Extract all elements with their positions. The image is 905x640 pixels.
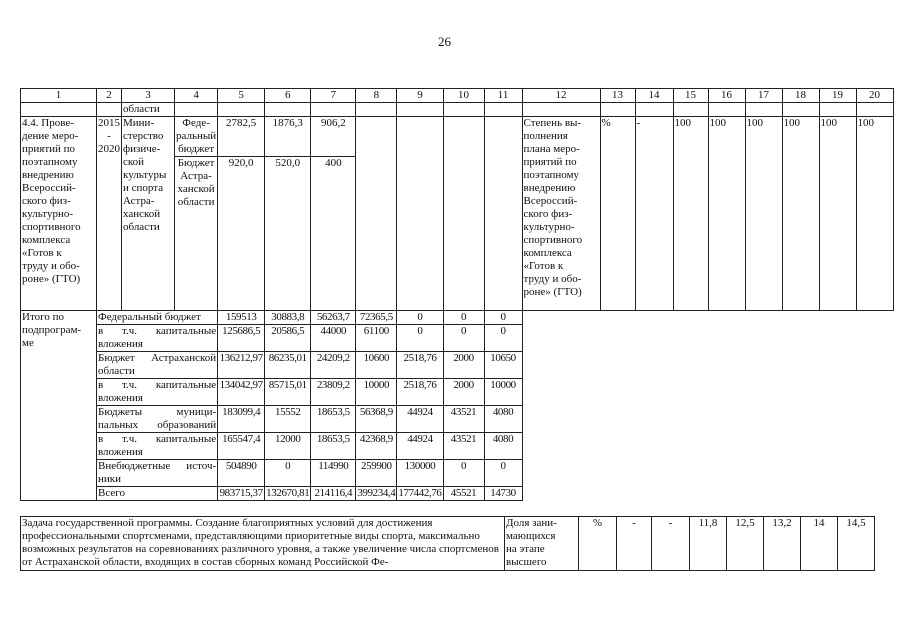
totals-cell: 0: [484, 460, 522, 487]
col-13: 13: [600, 89, 635, 103]
task-text: Задача государственной программы. Создание благоприятных условий для достижения профессиональными спортсменами, представляющими приоритетные виды спорта, максимально возможных результатов на соревнованиях различного уровня, а также увеличение числа спортсменов от Астраханской области, входящих в состав сборных команд Российской Фе-: [21, 517, 505, 571]
totals-cell: 4080: [484, 433, 522, 460]
task-value-18: 13,2: [764, 517, 801, 571]
totals-cell: 136212,97: [218, 352, 265, 379]
col-9: 9: [397, 89, 443, 103]
target-16: 100: [708, 117, 745, 311]
federal-value-5: 2782,5: [218, 117, 265, 157]
totals-cell: 0: [443, 325, 484, 352]
totals-cell: 10600: [356, 352, 397, 379]
totals-cell: 4080: [484, 406, 522, 433]
task-value-15: -: [652, 517, 690, 571]
col-5: 5: [218, 89, 265, 103]
totals-cell: 18653,5: [311, 406, 356, 433]
carryover-row: [21, 103, 894, 117]
totals-cell: 0: [397, 311, 443, 325]
totals-cell: 2000: [443, 379, 484, 406]
col-14: 14: [635, 89, 673, 103]
col-12: 12: [522, 89, 600, 103]
totals-row-label: Бюджет Астраханской области: [98, 352, 217, 377]
totals-cell: 10000: [356, 379, 397, 406]
column-number-row: [21, 89, 894, 103]
totals-row-label: в т.ч. капитальные вложения: [98, 433, 217, 458]
col-7: 7: [311, 89, 356, 103]
target-20: 100: [856, 117, 893, 311]
totals-cell: 45521: [443, 487, 484, 501]
totals-cell: 86235,01: [265, 352, 311, 379]
totals-cell: 504890: [218, 460, 265, 487]
target-15: 100: [673, 117, 708, 311]
totals-cell: 134042,97: [218, 379, 265, 406]
task-value-19: 14: [801, 517, 838, 571]
federal-value-6: 1876,3: [265, 117, 311, 157]
totals-cell: 0: [397, 325, 443, 352]
totals-cell: 0: [443, 460, 484, 487]
totals-cell: 23809,2: [311, 379, 356, 406]
totals-cell: 56263,7: [311, 311, 356, 325]
totals-cell: 43521: [443, 433, 484, 460]
regional-value-5: 920,0: [218, 157, 265, 311]
totals-row: [21, 311, 894, 325]
col-4: 4: [175, 89, 218, 103]
totals-cell: 0: [265, 460, 311, 487]
task-value-16: 11,8: [690, 517, 727, 571]
target-17: 100: [745, 117, 782, 311]
col-2: 2: [97, 89, 122, 103]
totals-cell: 399234,4: [357, 487, 396, 499]
totals-row-label: в т.ч. капитальные вложения: [98, 379, 217, 404]
totals-cell: 15552: [265, 406, 311, 433]
totals-cell: 44000: [311, 325, 356, 352]
totals-cell: 165547,4: [218, 433, 265, 460]
totals-cell: 24209,2: [311, 352, 356, 379]
item-executor: Мини- стерство физиче- ской культуры и спорта Астра- ханской области: [122, 117, 175, 311]
totals-cell: 30883,8: [265, 311, 311, 325]
totals-cell: 983715,37: [219, 487, 263, 499]
totals-cell: 12000: [265, 433, 311, 460]
col-15: 15: [673, 89, 708, 103]
totals-cell: 42368,9: [356, 433, 397, 460]
totals-cell: 85715,01: [265, 379, 311, 406]
totals-cell: 72365,5: [356, 311, 397, 325]
task-indicator: Доля зани- мающихся на этапе высшего: [505, 517, 579, 571]
item-period: 2015 - 2020: [97, 117, 122, 311]
task-row: [21, 517, 875, 571]
totals-cell: 159513: [218, 311, 265, 325]
item-row-federal: [21, 117, 894, 157]
totals-cell: 44924: [397, 433, 443, 460]
totals-label: Итого по подпрограм- ме: [21, 311, 97, 501]
task-value-17: 12,5: [727, 517, 764, 571]
totals-cell: 43521: [443, 406, 484, 433]
regional-value-6: 520,0: [265, 157, 311, 311]
col-17: 17: [745, 89, 782, 103]
col-16: 16: [708, 89, 745, 103]
item-base: -: [635, 117, 673, 311]
col-19: 19: [819, 89, 856, 103]
target-18: 100: [782, 117, 819, 311]
col-8: 8: [356, 89, 397, 103]
source-regional: Бюджет Астра- ханской области: [175, 157, 218, 311]
totals-cell: 132670,81: [266, 487, 310, 499]
totals-cell: 114990: [311, 460, 356, 487]
source-federal: Феде- ральный бюджет: [176, 117, 217, 155]
col-6: 6: [265, 89, 311, 103]
col-18: 18: [782, 89, 819, 103]
totals-cell: 2518,76: [397, 352, 443, 379]
totals-cell: 44924: [397, 406, 443, 433]
totals-row-label: Всего: [97, 487, 218, 501]
item-unit: %: [600, 117, 635, 311]
item-indicator: Степень вы- полнения плана меро- приятий по поэтапному внедрению Всероссий- ского физ- культурно- спортивного комплекса «Готов к труду и обо- роне» (ГТО): [522, 117, 600, 311]
col-10: 10: [443, 89, 484, 103]
totals-cell: 125686,5: [218, 325, 265, 352]
totals-row-label: в т.ч. капитальные вложения: [98, 325, 217, 350]
totals-cell: 18653,5: [311, 433, 356, 460]
totals-cell: 259900: [356, 460, 397, 487]
totals-cell: 2000: [443, 352, 484, 379]
page-number: 26: [438, 34, 451, 49]
totals-row-label: Федеральный бюджет: [97, 311, 218, 325]
col-20: 20: [856, 89, 893, 103]
target-19: 100: [819, 117, 856, 311]
carryover-executor: области: [122, 103, 175, 117]
totals-cell: 0: [443, 311, 484, 325]
totals-cell: 0: [484, 325, 522, 352]
task-table: [20, 516, 875, 571]
totals-row-label: Внебюджетные источ-ники: [98, 460, 217, 485]
task-value-14: -: [617, 517, 652, 571]
totals-cell: 20586,5: [265, 325, 311, 352]
task-unit: %: [579, 517, 617, 571]
totals-cell: 0: [484, 311, 522, 325]
totals-cell: 130000: [397, 460, 443, 487]
col-11: 11: [484, 89, 522, 103]
totals-cell: 10000: [484, 379, 522, 406]
totals-cell: 14730: [484, 487, 522, 501]
totals-cell: 61100: [356, 325, 397, 352]
totals-cell: 183099,4: [218, 406, 265, 433]
regional-value-7: 400: [311, 157, 356, 311]
totals-cell: 177442,76: [398, 487, 442, 499]
federal-value-7: 906,2: [311, 117, 356, 157]
program-table: [20, 88, 894, 501]
col-1: 1: [21, 89, 97, 103]
col-3: 3: [122, 89, 175, 103]
totals-cell: 10650: [484, 352, 522, 379]
totals-cell: 214116,4: [311, 487, 356, 501]
totals-cell: 56368,9: [356, 406, 397, 433]
item-name: 4.4. Прове- дение меро- приятий по поэтапному внедрению Всероссий- ского физ- культурно- спортивного комплекса «Готов к труду и обо- роне» (ГТО): [21, 117, 97, 311]
task-value-20: 14,5: [838, 517, 875, 571]
totals-cell: 2518,76: [397, 379, 443, 406]
totals-row-label: Бюджеты муници-пальных образований: [98, 406, 217, 431]
